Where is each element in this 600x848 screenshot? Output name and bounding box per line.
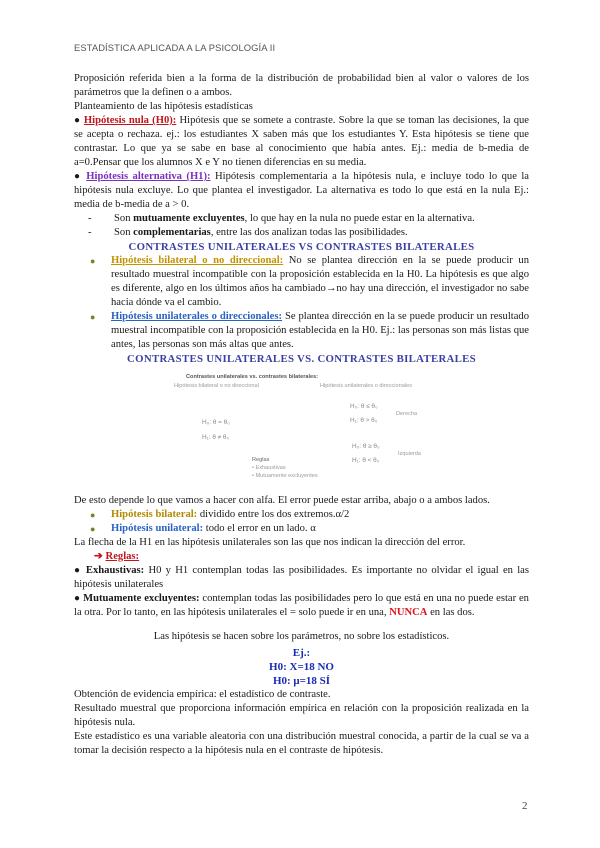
bilateral-label: Hipótesis bilateral o no direccional: (111, 255, 284, 266)
mutuamente-pre: contemplan todas las posibilidades pero lo que está en una no puede estar en la otra. Por lo tanto, en las hipótesis unilaterales el = solo puede ir en una, (74, 593, 529, 618)
unilateral-label: Hipótesis unilaterales o direccionales: (111, 311, 283, 322)
example-line-1: H0: X=18 NO (269, 661, 334, 673)
alfa-paragraph: De esto depende lo que vamos a hacer con alfa. El error puede estar arriba, abajo o a ambos lados. (74, 495, 490, 506)
bullet-icon: ● (90, 256, 96, 266)
bilateral-h0: H₀: θ = θ₀ (202, 419, 230, 426)
nunca-word: NUNCA (389, 607, 428, 618)
dash-bold: mutuamente excluyentes (133, 213, 245, 224)
h0-text: Hipótesis que se somete a contraste. Sobre la que se toman las decisiones, la que se acepta o rechaza. ej.: los estudiantes X saben más que los estudiantes Y. Esta hipótesis se tiene que contrastar. Lo que ya se sabe en base al conocimiento que había antes. Ej.: media de b-media de a=0.Pensar que los alumnos X e Y no tienen diferencias en su media. (74, 115, 530, 168)
right-top-h0: H₀: θ ≤ θ₀ (350, 403, 378, 410)
intro-paragraph: Proposición referida bien a la forma de la distribución de probabilidad bien al valor o valores de los parámetros que la definen o a ambos. (74, 73, 529, 98)
dash-item-1 (74, 212, 529, 226)
reglas-label: Reglas: (105, 551, 140, 562)
bullet-icon: ● (90, 510, 96, 520)
figure-title: Contrastes unilaterales vs. contrastes bilaterales: (186, 374, 319, 380)
exhaustivas-paragraph (74, 564, 529, 592)
right-top-side: Derecha (396, 411, 418, 417)
dash-item-2 (74, 226, 529, 240)
h0-label: Hipótesis nula (H0): (83, 115, 177, 126)
figure-left-caption: Hipótesis bilateral o no direccional (174, 383, 259, 389)
dash-pre: Son (114, 213, 134, 224)
bilateral-h1: H₁: θ ≠ θ₀ (202, 434, 230, 441)
alfa-bilateral-text: dividido entre los dos extremos.α/2 (197, 509, 350, 520)
right-top-h1: H₁: θ > θ₀ (350, 417, 378, 424)
figure-rule-1: • Exhaustivas (252, 465, 286, 471)
alfa-unilateral-text: todo el error en un lado. α (203, 523, 316, 534)
running-header: ESTADÍSTICA APLICADA A LA PSICOLOGÍA II (74, 42, 276, 53)
exhaustivas-text: H0 y H1 contemplan todas las posibilidades. Es importante no olvidar el igual en las hipótesis unilaterales (74, 565, 529, 590)
mutuamente-post: en las dos. (427, 607, 475, 618)
parametros-line: Las hipótesis se hacen sobre los parámetros, no sobre los estadísticos. (153, 631, 450, 642)
alfa-bilateral-item (74, 508, 529, 522)
dash-post: , entre las dos analizan todas las posibilidades. (210, 227, 408, 238)
section-heading-2: CONTRASTES UNILATERALES VS. CONTRASTES BILATERALES (127, 353, 476, 365)
figure-rules-title: Reglas (252, 457, 270, 463)
bullet-icon: ● (90, 312, 96, 322)
right-bottom-h1: H₁: θ < θ₀ (352, 457, 380, 464)
exhaustivas-label: Exhaustivas: (85, 565, 145, 576)
bullet-icon: ● (74, 115, 81, 126)
bullet-icon: ● (74, 171, 82, 182)
h1-text: Hipótesis complementaria a la hipótesis nula, e incluye todo lo que la hipótesis nula excluye. Lo que plantea el investigador. La alternativa es todo lo que está en la nula Ej.: media de b-media de a > 0. (74, 171, 529, 210)
figure-rule-2: • Mutuamente excluyentes (252, 473, 318, 479)
unilateral-item (74, 310, 529, 352)
bullet-icon: ● (90, 524, 96, 534)
bullet-icon: ● (74, 593, 81, 604)
h1-paragraph (74, 170, 529, 212)
example-line-2: H0: μ=18 SÍ (272, 675, 331, 687)
alfa-unilateral-label: Hipótesis unilateral: (111, 523, 204, 534)
right-bottom-h0: H₀: θ ≥ θ₀ (352, 443, 380, 450)
resultado-paragraph: Resultado muestral que proporciona información empírica en relación con la proposición realizada en la hipótesis nula. (74, 703, 529, 728)
example-title: Ej.: (292, 647, 311, 659)
page-content (74, 72, 529, 758)
arrow-right-icon: ➔ (94, 551, 103, 562)
obtencion-line: Obtención de evidencia empírica: el estadístico de contraste. (74, 689, 331, 700)
section-heading-1: CONTRASTES UNILATERALES VS CONTRASTES BILATERALES (128, 241, 475, 253)
bilateral-item (74, 254, 529, 310)
dash-pre: Son (114, 227, 134, 238)
mutuamente-label: Mutuamente excluyentes: (83, 593, 200, 604)
planteamiento-line: Planteamiento de las hipótesis estadísticas (74, 101, 253, 112)
alfa-unilateral-item (74, 522, 529, 536)
figure-right-caption: Hipótesis unilaterales o direccionales (320, 383, 413, 389)
estadistico-paragraph: Este estadístico es una variable aleatoria con una distribución muestral conocida, a partir de la cual se va a tomar la decisión respecto a la hipótesis nula en el contraste de hipótesis. (74, 731, 529, 756)
dash-marker: - (88, 213, 92, 224)
bullet-icon: ● (74, 565, 82, 576)
right-bottom-side: Izquierda (398, 451, 422, 457)
bilateral-text: No se plantea dirección en la se puede producir un resultado muestral incompatible con la proposición establecida en la H0. La hipótesis es que algo es diferente, algo en los últimos años ha cambiado→no hay una dirección, el investigador no sabe hacia dónde va el cambio. (111, 255, 530, 308)
dash-marker: - (88, 227, 92, 238)
hypothesis-figure (74, 370, 529, 486)
page-number: 2 (522, 800, 528, 812)
h0-paragraph (74, 114, 529, 170)
mutuamente-paragraph (74, 592, 529, 620)
h1-label: Hipótesis alternativa (H1): (86, 171, 211, 182)
reglas-heading (74, 550, 529, 564)
alfa-bilateral-label: Hipótesis bilateral: (111, 509, 198, 520)
unilateral-text: Se plantea dirección en la se puede producir un resultado muestral incompatible con la proposición establecida en la H0. Ej.: las personas son más listas que antes, las personas son más altas que antes. (111, 311, 529, 350)
dash-bold: complementarias (133, 227, 211, 238)
dash-post: , lo que hay en la nula no puede estar en la alternativa. (244, 213, 475, 224)
flecha-paragraph: La flecha de la H1 en las hipótesis unilaterales son las que nos indican la dirección del error. (74, 537, 466, 548)
